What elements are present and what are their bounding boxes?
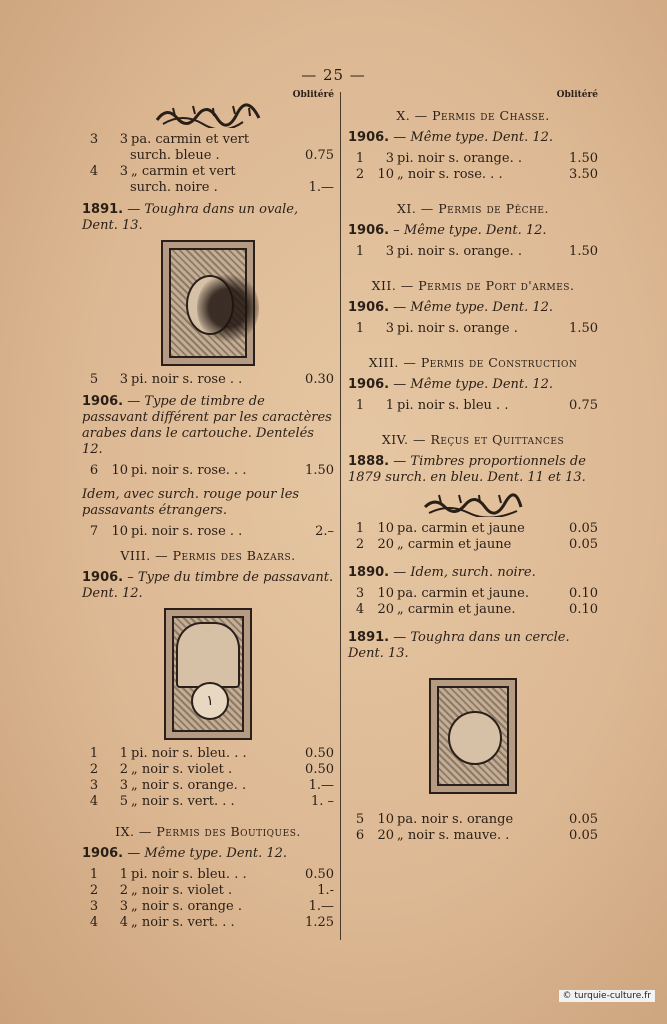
entry-1891 bbox=[82, 372, 334, 388]
catalog-entry-row bbox=[348, 398, 598, 414]
catalog-entry-row bbox=[82, 372, 334, 388]
issue-description: – Type du timbre de passavant. Dent. 12. bbox=[82, 570, 334, 601]
catalog-entry-row bbox=[348, 812, 598, 828]
issue-description: – Même type. Dent. 12. bbox=[393, 223, 547, 238]
entry-description: pi. noir s. orange. . bbox=[397, 151, 522, 166]
issue-year: 1906. bbox=[82, 570, 124, 585]
issue-description: — Même type. Dent. 12. bbox=[393, 377, 554, 392]
catalog-entry-row bbox=[348, 167, 598, 183]
entry-value: 20 bbox=[377, 828, 394, 843]
catalog-entry-row bbox=[82, 463, 334, 479]
entry-number: 4 bbox=[355, 602, 365, 617]
value-medallion-icon: ١ bbox=[191, 682, 229, 720]
section-title-xiv: XIV. — Reçus et Quittances bbox=[381, 432, 565, 447]
entry-number: 1 bbox=[355, 151, 365, 166]
entry-price bbox=[288, 164, 334, 180]
entries-1890 bbox=[348, 586, 598, 618]
entry-price: 1.— bbox=[308, 180, 334, 195]
entry-price: 0.05 bbox=[569, 828, 598, 843]
entry-number: 3 bbox=[355, 586, 365, 601]
entry-price: 1.- bbox=[317, 883, 334, 898]
entry-value: 10 bbox=[377, 167, 394, 182]
issue-description: — Toughra dans un ovale, Dent. 13. bbox=[82, 202, 299, 233]
entry-price: 0.05 bbox=[569, 521, 598, 536]
entry-value: 20 bbox=[377, 602, 394, 617]
entry-value: 3 bbox=[119, 164, 128, 179]
entry-value: 10 bbox=[377, 521, 394, 536]
entry-value: 3 bbox=[385, 151, 394, 166]
entry-number: 2 bbox=[355, 537, 365, 552]
entry-price bbox=[288, 132, 334, 148]
issue-description: — Même type. Dent. 12. bbox=[393, 130, 554, 145]
entry-description: pi. noir s. orange . bbox=[397, 321, 518, 336]
entry-description: pa. carmin et vert bbox=[131, 132, 250, 147]
entry-price: 0.50 bbox=[305, 762, 334, 777]
page-number: — 25 — bbox=[301, 66, 366, 84]
entry-value: 20 bbox=[377, 537, 394, 552]
issue-description: — Même type. Dent. 12. bbox=[393, 300, 554, 315]
issue-viii bbox=[82, 570, 334, 602]
entry-value: 1 bbox=[119, 746, 128, 761]
entry-price: 1.50 bbox=[569, 244, 598, 259]
entry-number: 1 bbox=[89, 867, 99, 882]
entry-number: 5 bbox=[89, 372, 99, 387]
entry-description: pa. noir s. orange bbox=[397, 812, 514, 827]
section-title-x: X. — Permis de Chasse. bbox=[396, 108, 550, 123]
entry-description: „ noir s. violet . bbox=[131, 762, 233, 777]
catalog-entry-row bbox=[348, 151, 598, 167]
column-divider bbox=[340, 92, 341, 940]
entry-value: 4 bbox=[119, 915, 128, 930]
entry-price: 2.– bbox=[315, 524, 334, 539]
section-title-xi: XI. — Permis de Pêche. bbox=[397, 201, 549, 216]
catalog-entry-row bbox=[82, 132, 334, 148]
idem-note: Idem, avec surch. rouge pour les passavants étrangers. bbox=[82, 487, 300, 518]
entry-description: „ noir s. orange. . bbox=[131, 778, 247, 793]
entry-value: 1 bbox=[119, 867, 128, 882]
issue-1906-passavant bbox=[82, 394, 334, 458]
entry-description: „ noir s. vert. . . bbox=[131, 794, 235, 809]
catalog-entry-row bbox=[348, 586, 598, 602]
copyright-watermark: © turquie-culture.fr bbox=[559, 990, 656, 1002]
entry-number: 2 bbox=[89, 762, 99, 777]
issue-year: 1891. bbox=[348, 630, 390, 645]
entry-price: 1.50 bbox=[569, 151, 598, 166]
section-title-viii: VIII. — Permis des Bazars. bbox=[120, 548, 296, 563]
catalog-entry-row bbox=[82, 778, 334, 794]
entries-xii bbox=[348, 321, 598, 337]
stamp-illustration-toughra-oval bbox=[161, 240, 255, 366]
entry-price: 1.50 bbox=[305, 463, 334, 478]
entries-x bbox=[348, 151, 598, 183]
entry-price: 1. – bbox=[310, 794, 334, 809]
entry-number: 6 bbox=[89, 463, 99, 478]
issue-1888 bbox=[348, 454, 598, 486]
catalog-entry-row bbox=[348, 244, 598, 260]
issue-description: — Toughra dans un cercle. Dent. 13. bbox=[348, 630, 570, 661]
entry-number: 6 bbox=[355, 828, 365, 843]
calligraphy-overprint-icon bbox=[82, 102, 334, 128]
entry-description: surch. noire . bbox=[130, 180, 218, 195]
entry-price: 0.05 bbox=[569, 812, 598, 827]
issue-year: 1906. bbox=[348, 300, 390, 315]
entry-value: 3 bbox=[119, 899, 128, 914]
entry-description: „ noir s. mauve. . bbox=[397, 828, 510, 843]
catalog-entry-row bbox=[348, 537, 598, 553]
stamp-illustration-toughra-circle bbox=[429, 678, 517, 794]
entry-description: pi. noir s. orange. . bbox=[397, 244, 522, 259]
entry-value: 2 bbox=[119, 883, 128, 898]
entry-number: 2 bbox=[89, 883, 99, 898]
issue-ix bbox=[82, 846, 334, 862]
catalog-entry-row bbox=[348, 602, 598, 618]
issue-description: — Même type. Dent. 12. bbox=[127, 846, 288, 861]
entry-number: 4 bbox=[89, 794, 99, 809]
postmark-cancel-icon bbox=[197, 272, 259, 344]
entry-price: 0.10 bbox=[569, 586, 598, 601]
entries-viii bbox=[82, 746, 334, 810]
entry-number: 1 bbox=[355, 244, 365, 259]
issue-xii bbox=[348, 300, 598, 316]
issue-year: 1888. bbox=[348, 454, 390, 469]
entry-description: pi. noir s. rose . . bbox=[131, 372, 243, 387]
entry-description: pa. carmin et jaune. bbox=[397, 586, 529, 601]
entry-value: 5 bbox=[119, 794, 128, 809]
entry-value: 10 bbox=[111, 463, 128, 478]
obliterated-header: Oblitéré bbox=[292, 90, 334, 100]
toughra-circle-icon bbox=[448, 711, 502, 765]
catalog-entry-row bbox=[82, 867, 334, 883]
issue-xi bbox=[348, 223, 598, 239]
entries-1888 bbox=[348, 521, 598, 553]
entry-value: 2 bbox=[119, 762, 128, 777]
entry-description: „ noir s. vert. . . bbox=[131, 915, 235, 930]
issue-year: 1906. bbox=[348, 223, 390, 238]
entry-description: pi. noir s. bleu. . . bbox=[131, 867, 247, 882]
entry-value: 10 bbox=[377, 812, 394, 827]
issue-1890 bbox=[348, 565, 598, 581]
issue-description: — Timbres proportionnels de 1879 surch. en bleu. Dent. 11 et 13. bbox=[348, 454, 586, 485]
entry-price: 1.— bbox=[308, 899, 334, 914]
issue-description: — Idem, surch. noire. bbox=[393, 565, 536, 580]
entry-number: 1 bbox=[355, 521, 365, 536]
section-title-xii: XII. — Permis de Port d'armes. bbox=[371, 278, 575, 293]
entry-value: 1 bbox=[385, 398, 394, 413]
entries-xi bbox=[348, 244, 598, 260]
left-column bbox=[82, 90, 334, 931]
catalog-entry-row bbox=[348, 828, 598, 844]
catalog-entry-row bbox=[82, 915, 334, 931]
entry-number: 4 bbox=[89, 164, 99, 179]
section-title-ix: IX. — Permis des Boutiques. bbox=[115, 824, 301, 839]
entry-price: 0.05 bbox=[569, 537, 598, 552]
entry-value: 10 bbox=[111, 524, 128, 539]
stamp-illustration-passavant bbox=[164, 608, 252, 740]
entries-1891 bbox=[348, 812, 598, 844]
catalog-entry-row bbox=[82, 762, 334, 778]
entry-number: 3 bbox=[89, 778, 99, 793]
issue-year: 1890. bbox=[348, 565, 390, 580]
entry-description: pa. carmin et jaune bbox=[397, 521, 525, 536]
catalog-entry-row bbox=[348, 521, 598, 537]
issue-1891-oval bbox=[82, 202, 334, 234]
entry-price: 0.75 bbox=[305, 148, 334, 163]
catalog-entry-row bbox=[82, 148, 334, 164]
entry-price: 0.50 bbox=[305, 867, 334, 882]
issue-xiii bbox=[348, 377, 598, 393]
entry-number: 2 bbox=[355, 167, 365, 182]
entry-description: „ carmin et vert bbox=[131, 164, 236, 179]
entry-value: 3 bbox=[119, 778, 128, 793]
entry-value: 3 bbox=[385, 244, 394, 259]
calligraphy-overprint-icon bbox=[348, 491, 598, 517]
toughra-frame-icon bbox=[176, 622, 240, 688]
entry-description: „ carmin et jaune bbox=[397, 537, 512, 552]
entry-description: pi. noir s. rose. . . bbox=[131, 463, 247, 478]
section-title-xiii: XIII. — Permis de Construction bbox=[368, 355, 578, 370]
right-column bbox=[348, 90, 598, 844]
entry-price: 1.— bbox=[308, 778, 334, 793]
entry-price: 1.50 bbox=[569, 321, 598, 336]
entry-value: 3 bbox=[385, 321, 394, 336]
entry-number: 5 bbox=[355, 812, 365, 827]
catalog-entry-row bbox=[82, 164, 334, 180]
issue-year: 1906. bbox=[82, 394, 124, 409]
entry-1906 bbox=[82, 463, 334, 479]
entry-price: 3.50 bbox=[569, 167, 598, 182]
issue-year: 1906. bbox=[348, 377, 390, 392]
entry-description: pi. noir s. rose . . bbox=[131, 524, 243, 539]
catalog-entry-row bbox=[82, 794, 334, 810]
entry-price: 0.75 bbox=[569, 398, 598, 413]
issue-description: — Type de timbre de passavant différent par les caractères arabes dans le cartouche. Dentelés 12. bbox=[82, 394, 332, 457]
catalog-entry-row bbox=[82, 180, 334, 196]
entry-number: 3 bbox=[89, 899, 99, 914]
issue-year: 1906. bbox=[82, 846, 124, 861]
entry-number: 1 bbox=[355, 398, 365, 413]
entry-description: „ noir s. orange . bbox=[131, 899, 242, 914]
entry-value: 3 bbox=[119, 132, 128, 147]
entry-price: 0.50 bbox=[305, 746, 334, 761]
entry-description: „ carmin et jaune. bbox=[397, 602, 516, 617]
entry-description: „ noir s. rose. . . bbox=[397, 167, 503, 182]
left-top-entries bbox=[82, 132, 334, 196]
issue-1891-circle bbox=[348, 630, 598, 662]
entry-number: 1 bbox=[89, 746, 99, 761]
entry-number: 4 bbox=[89, 915, 99, 930]
issue-x bbox=[348, 130, 598, 146]
catalog-entry-row bbox=[82, 524, 334, 540]
issue-year: 1891. bbox=[82, 202, 124, 217]
catalog-entry-row bbox=[82, 899, 334, 915]
entry-idem bbox=[82, 524, 334, 540]
entry-description: pi. noir s. bleu . . bbox=[397, 398, 509, 413]
entry-price: 1.25 bbox=[305, 915, 334, 930]
catalog-entry-row bbox=[348, 321, 598, 337]
entry-number: 3 bbox=[89, 132, 99, 147]
entries-ix bbox=[82, 867, 334, 931]
entry-description: „ noir s. violet . bbox=[131, 883, 233, 898]
entry-description: pi. noir s. bleu. . . bbox=[131, 746, 247, 761]
issue-year: 1906. bbox=[348, 130, 390, 145]
entry-value: 3 bbox=[119, 372, 128, 387]
obliterated-header: Oblitéré bbox=[556, 90, 598, 100]
entry-price: 0.10 bbox=[569, 602, 598, 617]
entries-xiii bbox=[348, 398, 598, 414]
entry-number: 1 bbox=[355, 321, 365, 336]
catalog-entry-row bbox=[82, 883, 334, 899]
catalog-entry-row bbox=[82, 746, 334, 762]
entry-number: 7 bbox=[89, 524, 99, 539]
entry-value: 10 bbox=[377, 586, 394, 601]
entry-price: 0.30 bbox=[305, 372, 334, 387]
entry-description: surch. bleue . bbox=[130, 148, 220, 163]
